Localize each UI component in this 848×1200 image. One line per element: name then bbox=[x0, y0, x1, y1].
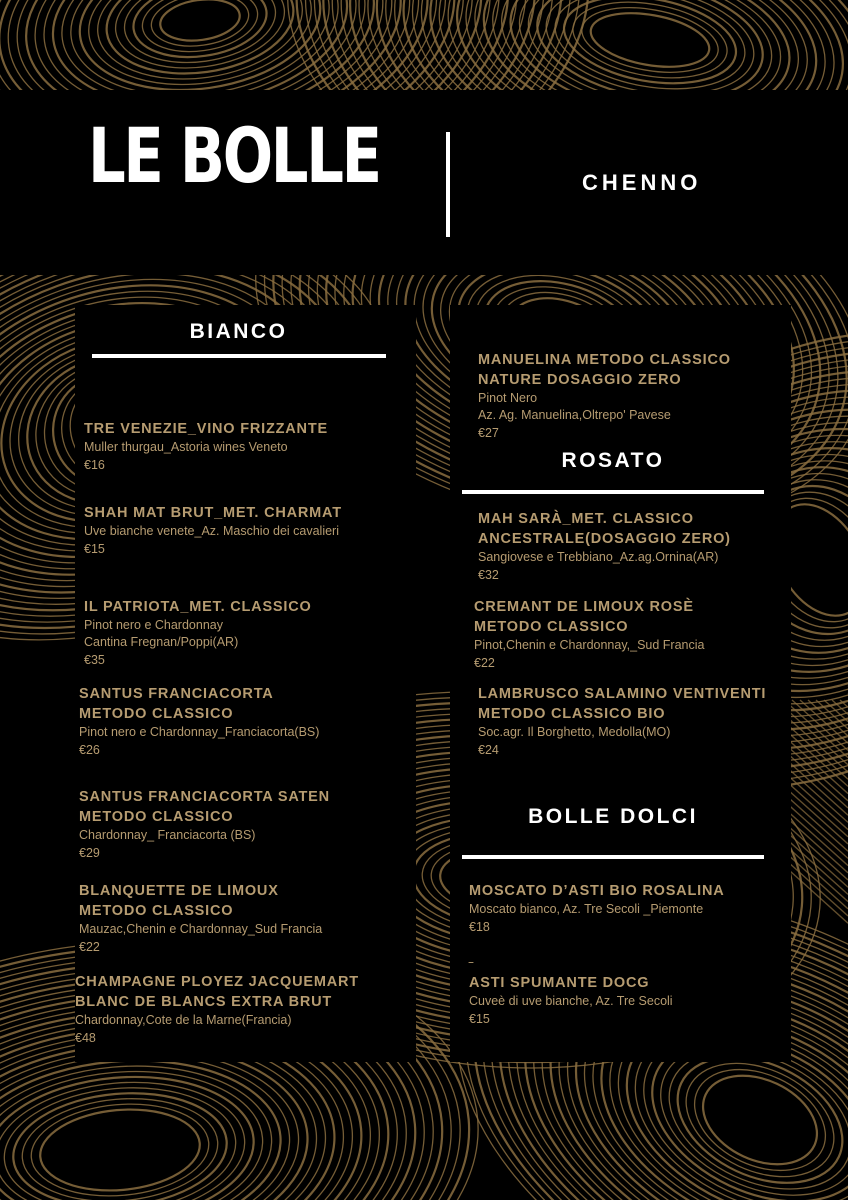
wine-description: Mauzac,Chenin e Chardonnay_Sud Francia bbox=[79, 922, 323, 936]
wine-price: €32 bbox=[478, 568, 499, 582]
wine-description: Pinot Nero bbox=[478, 391, 538, 405]
wine-name: METODO CLASSICO bbox=[79, 706, 234, 722]
section-title-rosato: ROSATO bbox=[561, 449, 665, 472]
wine-name: METODO CLASSICO bbox=[79, 809, 234, 825]
wine-price: €26 bbox=[79, 743, 100, 757]
wine-price: €15 bbox=[469, 1012, 490, 1026]
menu-item bbox=[469, 973, 673, 1028]
wine-name: IL PATRIOTA_MET. CLASSICO bbox=[84, 599, 312, 615]
wine-description: Pinot nero e Chardonnay bbox=[84, 618, 223, 632]
menu-item bbox=[79, 787, 330, 862]
wine-price: €15 bbox=[84, 542, 105, 556]
wine-name: SANTUS FRANCIACORTA SATEN bbox=[79, 789, 330, 805]
wine-price: €48 bbox=[75, 1031, 96, 1045]
menu-item bbox=[478, 509, 731, 584]
wine-name: SHAH MAT BRUT_MET. CHARMAT bbox=[84, 505, 342, 521]
menu-item bbox=[84, 503, 342, 558]
separator-dash: – bbox=[468, 955, 474, 969]
wine-price: €27 bbox=[478, 426, 499, 440]
wine-description: Moscato bianco, Az. Tre Secoli _Piemonte bbox=[469, 902, 704, 916]
menu-item bbox=[478, 350, 731, 442]
menu-item bbox=[79, 684, 319, 759]
menu-item bbox=[469, 881, 724, 936]
wine-name: CHAMPAGNE PLOYEZ JACQUEMART bbox=[75, 974, 359, 990]
wine-description: Cantina Fregnan/Poppi(AR) bbox=[84, 635, 239, 649]
wine-price: €22 bbox=[474, 656, 495, 670]
wine-price: €18 bbox=[469, 920, 490, 934]
wine-name: LAMBRUSCO SALAMINO VENTIVENTI bbox=[478, 686, 767, 702]
wine-name: ANCESTRALE(DOSAGGIO ZERO) bbox=[478, 531, 731, 547]
menu-item bbox=[84, 419, 328, 474]
wine-name: SANTUS FRANCIACORTA bbox=[79, 686, 274, 702]
page-subtitle: CHENNO bbox=[582, 170, 702, 195]
menu-item bbox=[474, 597, 704, 672]
header-divider bbox=[446, 132, 450, 237]
wine-description: Uve bianche venete_Az. Maschio dei cavalieri bbox=[84, 524, 339, 538]
wine-name: TRE VENEZIE_VINO FRIZZANTE bbox=[84, 421, 328, 437]
wine-description: Cuveè di uve bianche, Az. Tre Secoli bbox=[469, 994, 673, 1008]
section-title-bianco: BIANCO bbox=[189, 320, 288, 343]
wine-name: BLANC DE BLANCS EXTRA BRUT bbox=[75, 994, 333, 1010]
wine-price: €16 bbox=[84, 458, 105, 472]
wine-name: NATURE DOSAGGIO ZERO bbox=[478, 372, 682, 388]
wine-description: Chardonnay_ Franciacorta (BS) bbox=[79, 828, 256, 842]
wine-description: Soc.agr. Il Borghetto, Medolla(MO) bbox=[478, 725, 671, 739]
page-title: LE BOLLE bbox=[88, 111, 380, 200]
wine-name: CREMANT DE LIMOUX ROSÈ bbox=[474, 599, 694, 615]
wine-description: Sangiovese e Trebbiano_Az.ag.Ornina(AR) bbox=[478, 550, 719, 564]
wine-price: €35 bbox=[84, 653, 105, 667]
wine-price: €22 bbox=[79, 940, 100, 954]
wine-name: METODO CLASSICO BIO bbox=[478, 706, 666, 722]
wine-price: €29 bbox=[79, 846, 100, 860]
wine-name: BLANQUETTE DE LIMOUX bbox=[79, 883, 279, 899]
menu-item bbox=[84, 597, 312, 669]
section-rule-bianco bbox=[92, 354, 386, 358]
wine-name: MOSCATO D’ASTI BIO ROSALINA bbox=[469, 883, 725, 899]
wine-name: MAH SARÀ_MET. CLASSICO bbox=[478, 511, 694, 527]
section-title-bolle-dolci: BOLLE DOLCI bbox=[528, 805, 698, 828]
menu-item bbox=[79, 881, 322, 956]
menu-item bbox=[75, 972, 359, 1047]
wine-description: Muller thurgau_Astoria wines Veneto bbox=[84, 440, 288, 454]
menu-item bbox=[478, 684, 766, 759]
wine-description: Pinot,Chenin e Chardonnay,_Sud Francia bbox=[474, 638, 705, 652]
wine-name: MANUELINA METODO CLASSICO bbox=[478, 352, 731, 368]
wine-name: METODO CLASSICO bbox=[474, 619, 629, 635]
wine-price: €24 bbox=[478, 743, 499, 757]
section-rule-bolle-dolci bbox=[462, 855, 764, 859]
wine-description: Az. Ag. Manuelina,Oltrepo' Pavese bbox=[478, 408, 671, 422]
section-rule-rosato bbox=[462, 490, 764, 494]
wine-name: ASTI SPUMANTE DOCG bbox=[469, 975, 650, 991]
wine-description: Chardonnay,Cote de la Marne(Francia) bbox=[75, 1013, 292, 1027]
wine-description: Pinot nero e Chardonnay_Franciacorta(BS) bbox=[79, 725, 320, 739]
wine-name: METODO CLASSICO bbox=[79, 903, 234, 919]
